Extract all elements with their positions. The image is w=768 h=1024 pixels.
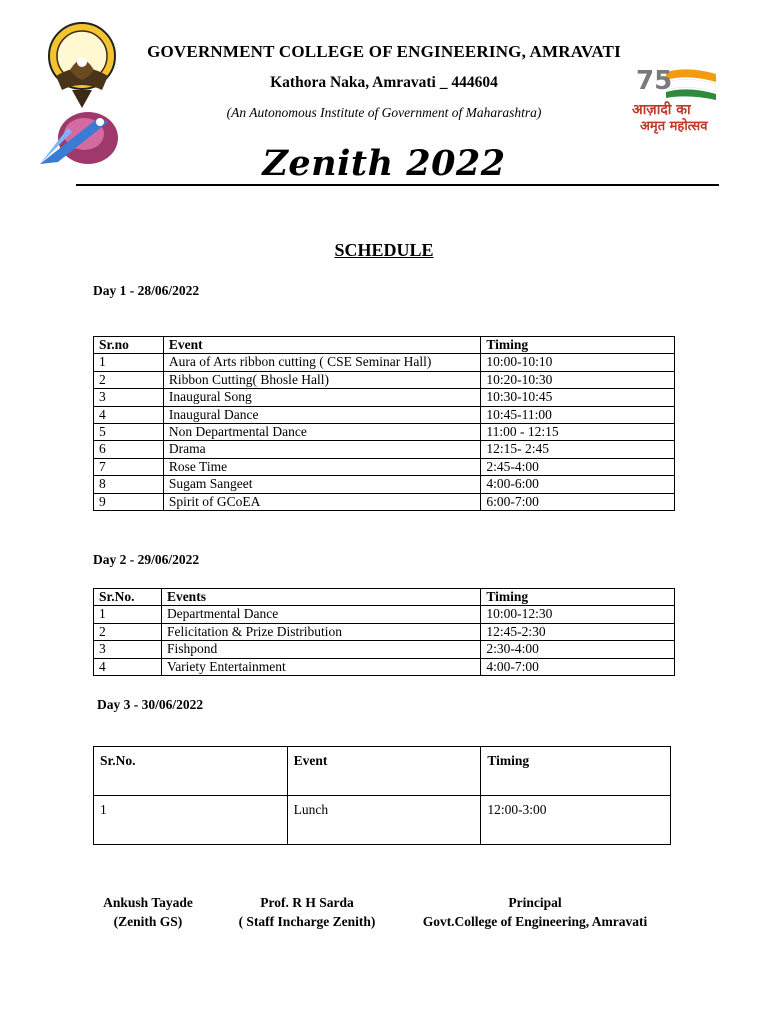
table-row bbox=[94, 406, 675, 423]
table-row bbox=[94, 389, 675, 406]
cell-timing: 10:20-10:30 bbox=[481, 371, 675, 388]
cell-event: Departmental Dance bbox=[161, 606, 480, 623]
event-title: Zenith 2022 bbox=[262, 143, 506, 184]
cell-event: Non Departmental Dance bbox=[163, 424, 480, 441]
table-row bbox=[94, 458, 675, 475]
cell-timing: 10:45-11:00 bbox=[481, 406, 675, 423]
table-header-row bbox=[94, 747, 671, 796]
cell-timing: 2:30-4:00 bbox=[481, 641, 675, 658]
cell-event: Spirit of GCoEA bbox=[163, 493, 480, 510]
cell-srno: 2 bbox=[94, 623, 162, 640]
signatory-staff-incharge bbox=[222, 893, 392, 931]
table-row bbox=[94, 424, 675, 441]
cell-srno: 1 bbox=[94, 796, 288, 845]
day-1-heading: Day 1 - 28/06/2022 bbox=[93, 283, 200, 298]
cell-srno: 8 bbox=[94, 476, 164, 493]
table-header-row bbox=[94, 337, 675, 354]
table-row bbox=[94, 641, 675, 658]
cell-event: Felicitation & Prize Distribution bbox=[161, 623, 480, 640]
column-header: Event bbox=[287, 747, 481, 796]
signatory-role: (Zenith GS) bbox=[113, 914, 183, 929]
college-emblem-icon bbox=[42, 20, 122, 112]
day-1-table bbox=[93, 336, 675, 511]
cell-timing: 12:15- 2:45 bbox=[481, 441, 675, 458]
cell-timing: 4:00-6:00 bbox=[481, 476, 675, 493]
signatory-name: Ankush Tayade bbox=[103, 895, 193, 910]
college-name: GOVERNMENT COLLEGE OF ENGINEERING, AMRAVATI bbox=[147, 42, 621, 61]
cell-timing: 10:00-12:30 bbox=[481, 606, 675, 623]
table-header-row bbox=[94, 589, 675, 606]
college-address: Kathora Naka, Amravati _ 444604 bbox=[270, 74, 498, 91]
cell-timing: 6:00-7:00 bbox=[481, 493, 675, 510]
cell-srno: 2 bbox=[94, 371, 164, 388]
cell-srno: 3 bbox=[94, 389, 164, 406]
table-row bbox=[94, 371, 675, 388]
cell-srno: 5 bbox=[94, 424, 164, 441]
cell-event: Inaugural Dance bbox=[163, 406, 480, 423]
column-header: Events bbox=[161, 589, 480, 606]
cell-srno: 3 bbox=[94, 641, 162, 658]
table-row bbox=[94, 623, 675, 640]
cell-srno: 7 bbox=[94, 458, 164, 475]
column-header: Sr.No. bbox=[94, 589, 162, 606]
cell-srno: 1 bbox=[94, 354, 164, 371]
table-row bbox=[94, 606, 675, 623]
cell-timing: 11:00 - 12:15 bbox=[481, 424, 675, 441]
cell-srno: 4 bbox=[94, 658, 162, 675]
cell-srno: 1 bbox=[94, 606, 162, 623]
table-row bbox=[94, 796, 671, 845]
cell-timing: 10:00-10:10 bbox=[481, 354, 675, 371]
signatory-gs bbox=[88, 893, 208, 931]
cell-event: Lunch bbox=[287, 796, 481, 845]
azadi-line-2: अमृत महोत्सव bbox=[640, 119, 708, 134]
cell-event: Aura of Arts ribbon cutting ( CSE Seminar Hall) bbox=[163, 354, 480, 371]
cell-timing: 4:00-7:00 bbox=[481, 658, 675, 675]
autonomous-note: (An Autonomous Institute of Government of Maharashtra) bbox=[226, 105, 542, 120]
column-header: Sr.no bbox=[94, 337, 164, 354]
table-row bbox=[94, 493, 675, 510]
cell-srno: 4 bbox=[94, 406, 164, 423]
table-row bbox=[94, 476, 675, 493]
column-header: Timing bbox=[481, 337, 675, 354]
signatory-name: Prof. R H Sarda bbox=[260, 895, 354, 910]
cell-srno: 9 bbox=[94, 493, 164, 510]
cell-event: Drama bbox=[163, 441, 480, 458]
cell-event: Fishpond bbox=[161, 641, 480, 658]
signatory-name: Principal bbox=[508, 895, 562, 910]
cell-event: Ribbon Cutting( Bhosle Hall) bbox=[163, 371, 480, 388]
header-divider bbox=[76, 184, 719, 186]
cell-event: Inaugural Song bbox=[163, 389, 480, 406]
signatory-role: ( Staff Incharge Zenith) bbox=[238, 914, 376, 929]
cell-event: Sugam Sangeet bbox=[163, 476, 480, 493]
table-row bbox=[94, 354, 675, 371]
column-header: Timing bbox=[481, 747, 671, 796]
column-header: Event bbox=[163, 337, 480, 354]
cell-timing: 2:45-4:00 bbox=[481, 458, 675, 475]
azadi-emblem-number: 75 bbox=[636, 66, 673, 96]
cell-event: Variety Entertainment bbox=[161, 658, 480, 675]
cell-timing: 10:30-10:45 bbox=[481, 389, 675, 406]
column-header: Sr.No. bbox=[94, 747, 288, 796]
schedule-heading: SCHEDULE bbox=[334, 240, 434, 260]
signatory-principal bbox=[400, 893, 670, 931]
cell-timing: 12:00-3:00 bbox=[481, 796, 671, 845]
azadi-line-1: आज़ादी का bbox=[632, 102, 691, 118]
table-row bbox=[94, 658, 675, 675]
day-3-heading: Day 3 - 30/06/2022 bbox=[97, 697, 204, 712]
table-row bbox=[94, 441, 675, 458]
cell-event: Rose Time bbox=[163, 458, 480, 475]
cell-srno: 6 bbox=[94, 441, 164, 458]
day-2-heading: Day 2 - 29/06/2022 bbox=[93, 552, 200, 567]
day-2-table bbox=[93, 588, 675, 676]
signatory-role: Govt.College of Engineering, Amravati bbox=[422, 914, 648, 929]
day-3-table bbox=[93, 746, 671, 845]
cell-timing: 12:45-2:30 bbox=[481, 623, 675, 640]
column-header: Timing bbox=[481, 589, 675, 606]
